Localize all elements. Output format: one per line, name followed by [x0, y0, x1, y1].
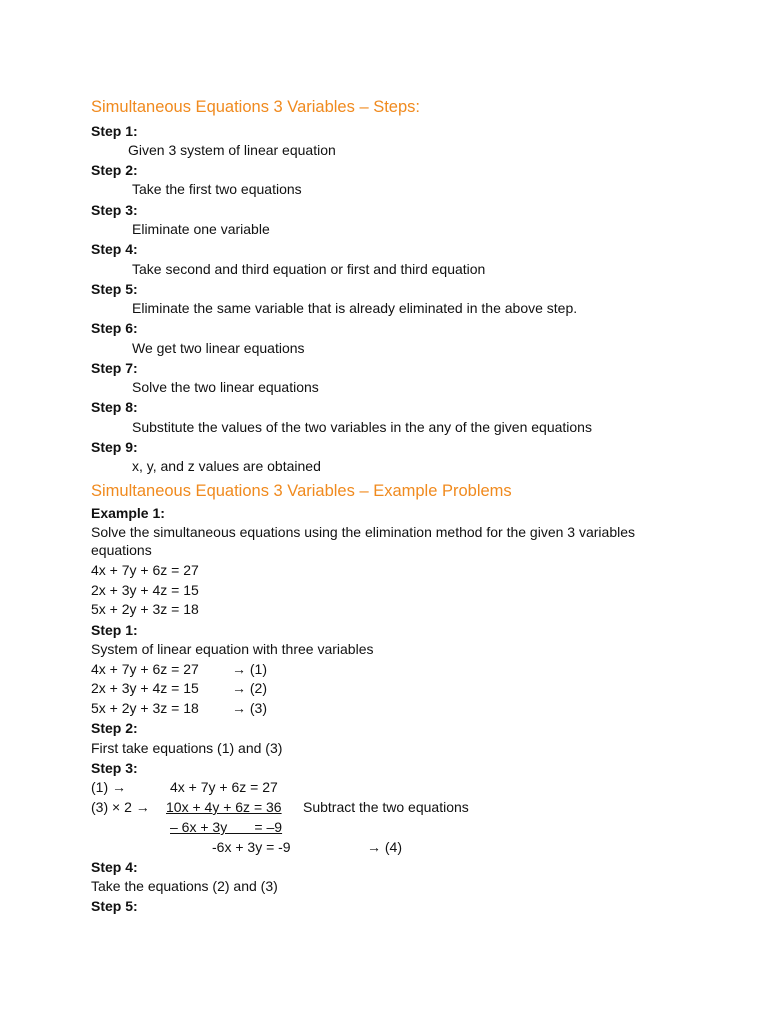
- step-label: Step 7:: [91, 360, 138, 376]
- equation: 2x + 3y + 4z = 15: [91, 582, 199, 598]
- equation: 4x + 7y + 6z = 27: [91, 562, 199, 578]
- numbered-equation: 5x + 2y + 3z = 18: [91, 700, 199, 716]
- step-text: Given 3 system of linear equation: [128, 142, 336, 158]
- problem-text: Solve the simultaneous equations using the elimination method for the given 3 variables: [91, 524, 635, 540]
- equation-ref: → (1): [232, 661, 267, 677]
- examples-heading: Simultaneous Equations 3 Variables – Example Problems: [91, 482, 512, 500]
- step-label: Step 1:: [91, 123, 138, 139]
- step-label: Step 8:: [91, 399, 138, 415]
- step-text: Substitute the values of the two variables in the any of the given equations: [132, 419, 592, 435]
- step-label: Step 1:: [91, 622, 138, 638]
- step-text: x, y, and z values are obtained: [132, 458, 321, 474]
- step-text: System of linear equation with three variables: [91, 641, 374, 657]
- numbered-equation: 4x + 7y + 6z = 27: [91, 661, 199, 677]
- step-text: Take second and third equation or first and third equation: [132, 261, 486, 277]
- equation-ref: → (3): [232, 700, 267, 716]
- step-label: Step 3:: [91, 202, 138, 218]
- work-equation: 10x + 4y + 6z = 36: [166, 799, 282, 815]
- equation-ref: → (4): [367, 839, 402, 855]
- work-note: Subtract the two equations: [303, 799, 469, 815]
- step-text: Solve the two linear equations: [132, 379, 319, 395]
- step-text: First take equations (1) and (3): [91, 740, 283, 756]
- step-label: Step 5:: [91, 281, 138, 297]
- problem-text: equations: [91, 542, 152, 558]
- step-text: Eliminate the same variable that is already eliminated in the above step.: [132, 300, 578, 316]
- step-label: Step 4:: [91, 241, 138, 257]
- step-text: Take the first two equations: [132, 181, 302, 197]
- document-page: [91, 0, 768, 1024]
- work-equation: -6x + 3y = -9: [212, 839, 291, 855]
- step-text: Take the equations (2) and (3): [91, 878, 278, 894]
- step-label: Step 2:: [91, 720, 138, 736]
- numbered-equation: 2x + 3y + 4z = 15: [91, 680, 199, 696]
- step-label: Step 9:: [91, 439, 138, 455]
- step-label: Step 2:: [91, 162, 138, 178]
- work-prefix: (3) × 2 →: [91, 799, 150, 815]
- step-label: Step 3:: [91, 760, 138, 776]
- example-label: Example 1:: [91, 505, 165, 521]
- step-label: Step 4:: [91, 859, 138, 875]
- step-label: Step 6:: [91, 320, 138, 336]
- work-equation: 4x + 7y + 6z = 27: [170, 779, 278, 795]
- work-prefix: (1) →: [91, 779, 126, 795]
- equation: 5x + 2y + 3z = 18: [91, 601, 199, 617]
- step-text: Eliminate one variable: [132, 221, 270, 237]
- equation-ref: → (2): [232, 680, 267, 696]
- step-label: Step 5:: [91, 898, 138, 914]
- step-text: We get two linear equations: [132, 340, 305, 356]
- work-result: – 6x + 3y = –9: [170, 819, 283, 835]
- steps-heading: Simultaneous Equations 3 Variables – Steps:: [91, 98, 420, 116]
